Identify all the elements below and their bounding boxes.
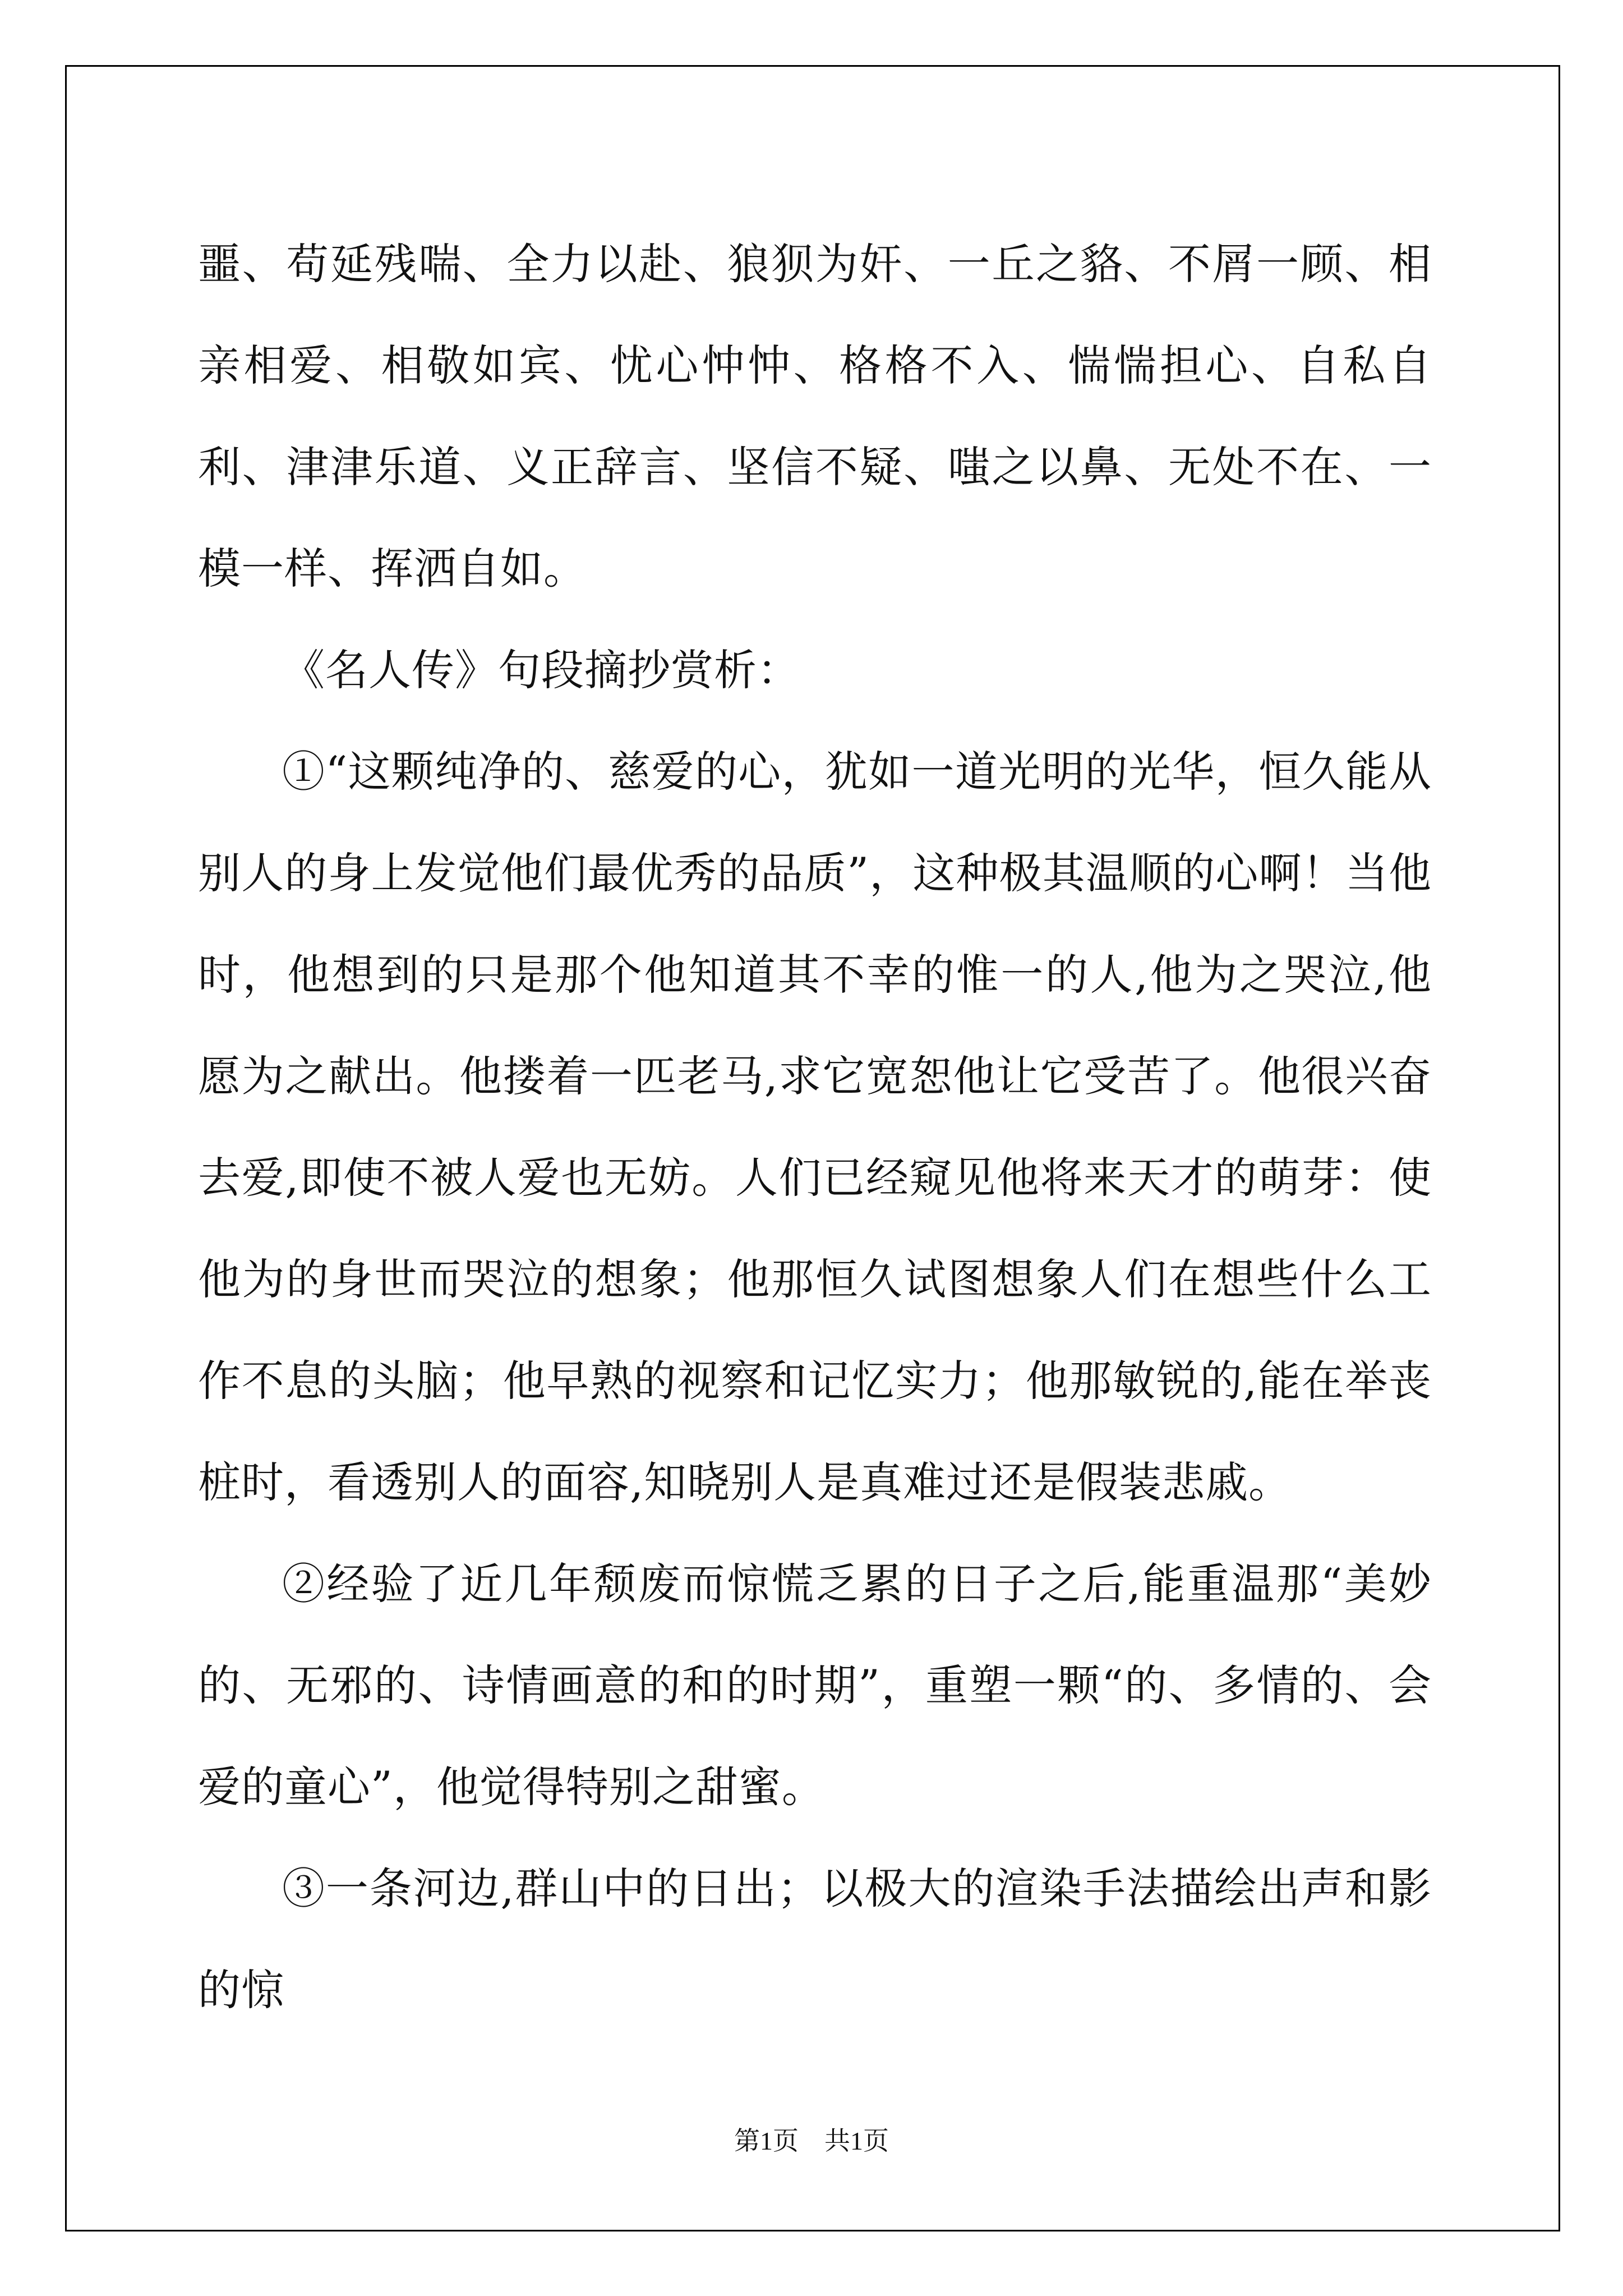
page-number: 第1页 xyxy=(734,2127,799,2155)
paragraph-excerpt-1: ①“这颗纯净的、慈爱的心，犹如一道光明的光华，恒久能从别人的身上发觉他们最优秀的品质”，这种极其温顺的心啊！当他时，他想到的只是那个他知道其不幸的惟一的人,他为之哭泣,他愿为之献出。他搂着一匹老马,求它宽恕他让它受苦了。他很兴奋去爱,即使不被人爱也无妨。人们已经窥见他将来天才的萌芽：使他为的身世而哭泣的想象；他那恒久试图想象人们在想些什么工作不息的头脑；他早熟的视察和记忆实力；他那敏锐的,能在举丧桩时，看透别人的面容,知晓别人是真难过还是假装悲戚。 xyxy=(198,747,1432,1507)
document-body xyxy=(198,213,1432,2041)
paragraph-excerpt-3: ③一条河边,群山中的日出；以极大的渲染手法描绘出声和影的惊 xyxy=(198,1864,1432,2015)
paragraph-idioms: 噩、苟延残喘、全力以赴、狼狈为奸、一丘之貉、不屑一顾、相亲相爱、相敬如宾、忧心忡忡、格格不入、惴惴担心、自私自利、津津乐道、义正辞言、坚信不疑、嗤之以鼻、无处不在、一模一样、挥洒自如。 xyxy=(198,239,1432,593)
page-footer xyxy=(0,2120,1623,2157)
paragraph-excerpt-2: ②经验了近几年颓废而惊慌乏累的日子之后,能重温那“美妙的、无邪的、诗情画意的和的时期”，重塑一颗“的、多情的、会爱的童心”，他觉得特别之甜蜜。 xyxy=(198,1559,1432,1812)
page-total: 共1页 xyxy=(824,2127,889,2155)
paragraph-heading: 《名人传》句段摘抄赏析： xyxy=(282,645,800,695)
